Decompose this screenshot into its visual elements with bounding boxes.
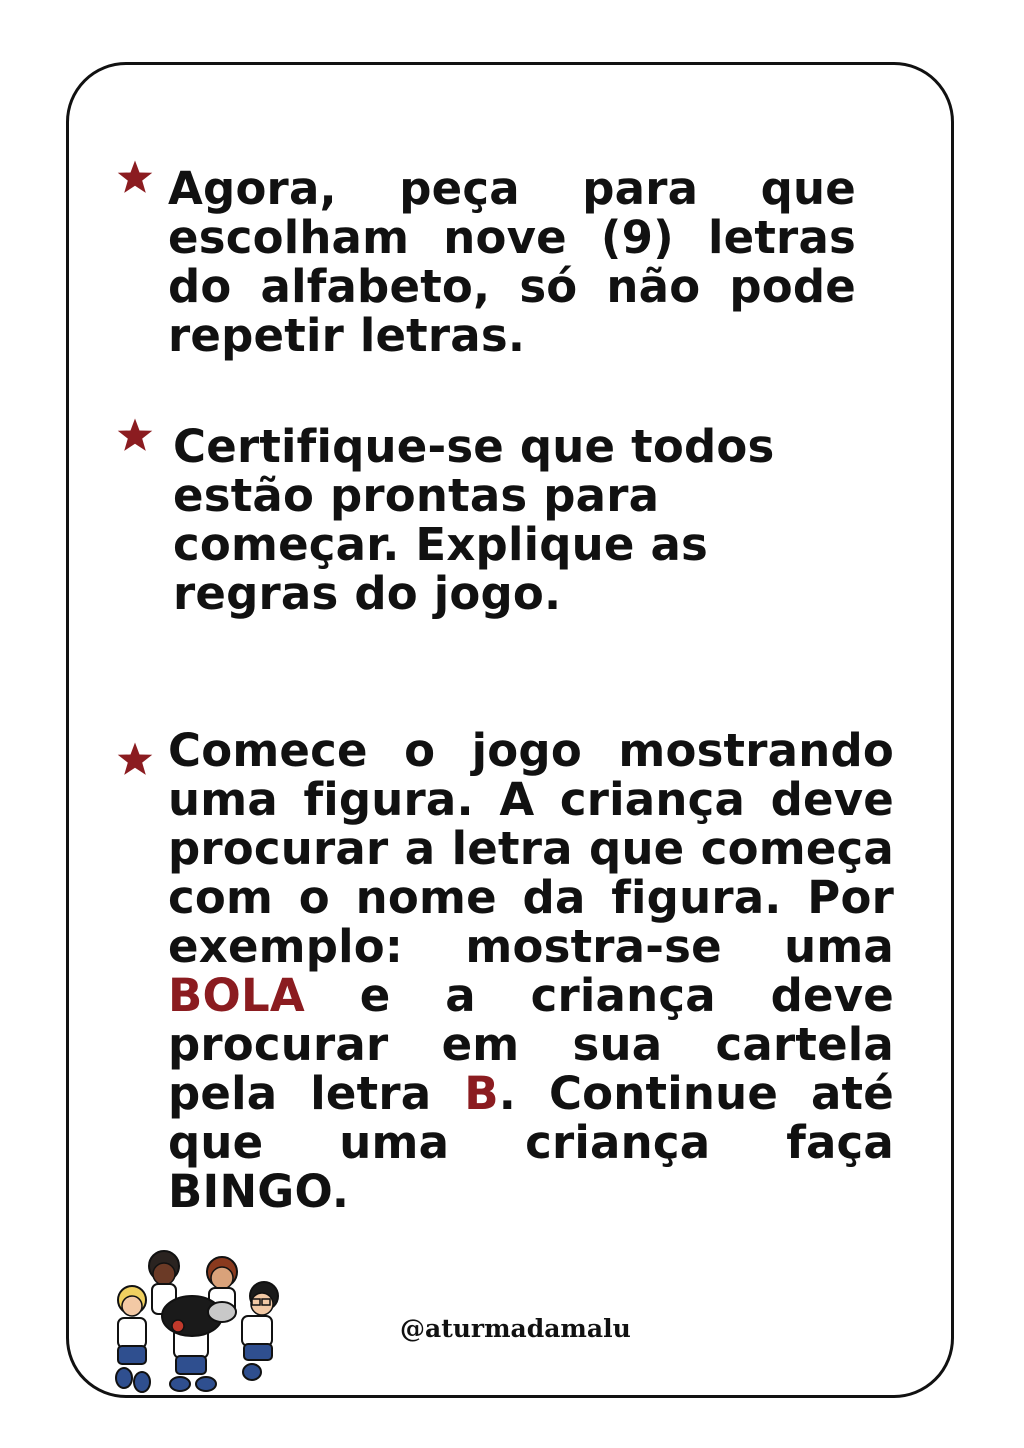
kids-illustration [104, 1244, 290, 1394]
instruction-choose-letters: Agora, peça para que escolham nove (9) letras do alfabeto, só não pode repetir letras. [168, 162, 856, 362]
star-icon [117, 741, 153, 777]
instruction-explain-rules: Certifique-se que todos estão prontas para começar. Explique as regras do jogo. [173, 420, 775, 620]
start-game-text-2: e a criança deve procurar em sua cartela pela letra [168, 969, 894, 1120]
start-game-text-3: . Continue até que uma criança faça BINGO. [168, 1067, 894, 1218]
social-handle: @aturmadamalu [400, 1314, 631, 1343]
instruction-start-game [168, 726, 894, 1216]
start-game-text-1: Comece o jogo mostrando uma figura. A criança deve procurar a letra que começa com o nome da figura. Por exemplo: mostra-se uma [168, 724, 894, 973]
star-icon [117, 417, 153, 453]
star-icon [117, 159, 153, 195]
highlight-word-bola: BOLA [168, 969, 305, 1022]
highlight-letter-b: B [464, 1067, 499, 1120]
